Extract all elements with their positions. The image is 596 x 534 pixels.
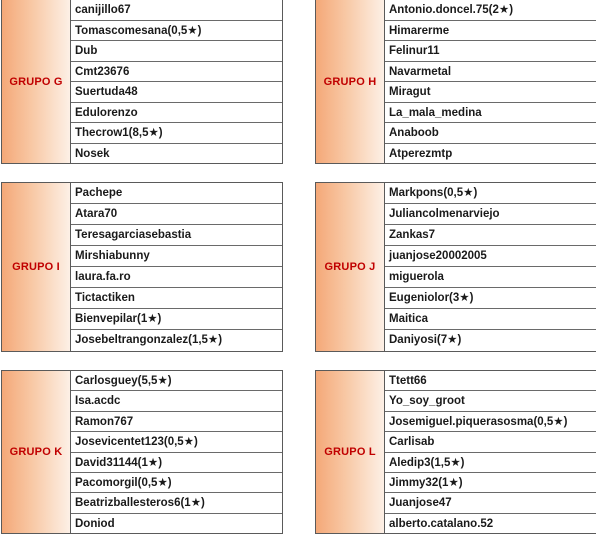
group-j — [315, 182, 596, 352]
player-row: laura.fa.ro — [71, 267, 282, 288]
player-list — [385, 183, 596, 351]
player-row: Eugeniolor(3★) — [385, 288, 596, 309]
group-k — [1, 370, 283, 534]
player-row: Daniyosi(7★) — [389, 334, 462, 346]
group-name: GRUPO K — [9, 446, 63, 458]
player-list — [71, 0, 282, 163]
player-row: Josevicentet123(0,5★) — [71, 432, 282, 452]
player-row: Tictactiken — [71, 288, 282, 309]
player-row: David31144(1★) — [71, 453, 282, 473]
player-row: miguerola — [385, 267, 596, 288]
group-i — [1, 182, 283, 352]
player-row: Dub — [71, 41, 282, 62]
group-label — [316, 371, 385, 533]
player-row: Felinur11 — [385, 41, 596, 62]
player-row: Pachepe — [71, 183, 282, 204]
group-label — [316, 183, 385, 351]
player-row: Ttett66 — [385, 371, 596, 391]
player-row: Teresagarciasebastia — [71, 225, 282, 246]
player-row: Maitica — [385, 309, 596, 330]
group-label — [2, 183, 71, 351]
player-row: Nosek — [75, 147, 110, 160]
group-label — [2, 371, 71, 533]
group-label — [2, 0, 71, 163]
group-name: GRUPO J — [324, 261, 376, 273]
player-list — [71, 183, 282, 351]
player-row: Juliancolmenarviejo — [385, 204, 596, 225]
player-row: Carlisab — [385, 432, 596, 452]
player-list — [385, 0, 596, 163]
player-row: Miragut — [385, 82, 596, 103]
group-g — [1, 0, 283, 164]
player-row: La_mala_medina — [385, 103, 596, 124]
player-row: Anaboob — [385, 123, 596, 144]
player-row: Juanjose47 — [385, 493, 596, 513]
player-row: Thecrow1(8,5★) — [71, 123, 282, 144]
player-row: Carlosguey(5,5★) — [71, 371, 282, 391]
player-list — [71, 371, 282, 533]
group-name: GRUPO G — [9, 75, 63, 88]
player-row: Cmt23676 — [71, 62, 282, 83]
player-row: Doniod — [75, 517, 115, 530]
player-row: Mirshiabunny — [71, 246, 282, 267]
player-row: Markpons(0,5★) — [385, 183, 596, 204]
player-row: Jimmy32(1★) — [385, 473, 596, 493]
group-h — [315, 0, 596, 164]
group-label — [316, 0, 385, 163]
player-row: Isa.acdc — [71, 391, 282, 411]
player-row: Josemiguel.piquerasosma(0,5★) — [385, 412, 596, 432]
player-list — [385, 371, 596, 533]
player-row: Josebeltrangonzalez(1,5★) — [75, 334, 223, 346]
player-row: Navarmetal — [385, 62, 596, 83]
player-row: Atara70 — [71, 204, 282, 225]
player-row: alberto.catalano.52 — [389, 517, 494, 530]
player-row: Yo_soy_groot — [385, 391, 596, 411]
player-row: Himarerme — [385, 21, 596, 42]
player-row: Tomascomesana(0,5★) — [71, 21, 282, 42]
player-row: juanjose20002005 — [385, 246, 596, 267]
group-name: GRUPO L — [324, 446, 376, 458]
player-row: Bienvepilar(1★) — [71, 309, 282, 330]
player-row: canijillo67 — [71, 0, 282, 21]
player-row: Aledip3(1,5★) — [385, 453, 596, 473]
player-row: Atperezmtp — [389, 147, 453, 160]
player-row: Edulorenzo — [71, 103, 282, 124]
group-name: GRUPO I — [12, 261, 60, 273]
player-row: Antonio.doncel.75(2★) — [385, 0, 596, 21]
group-l — [315, 370, 596, 534]
player-row: Beatrizballesteros6(1★) — [71, 493, 282, 513]
player-row: Pacomorgil(0,5★) — [71, 473, 282, 493]
player-row: Suertuda48 — [71, 82, 282, 103]
player-row: Zankas7 — [385, 225, 596, 246]
player-row: Ramon767 — [71, 412, 282, 432]
group-name: GRUPO H — [323, 75, 377, 88]
